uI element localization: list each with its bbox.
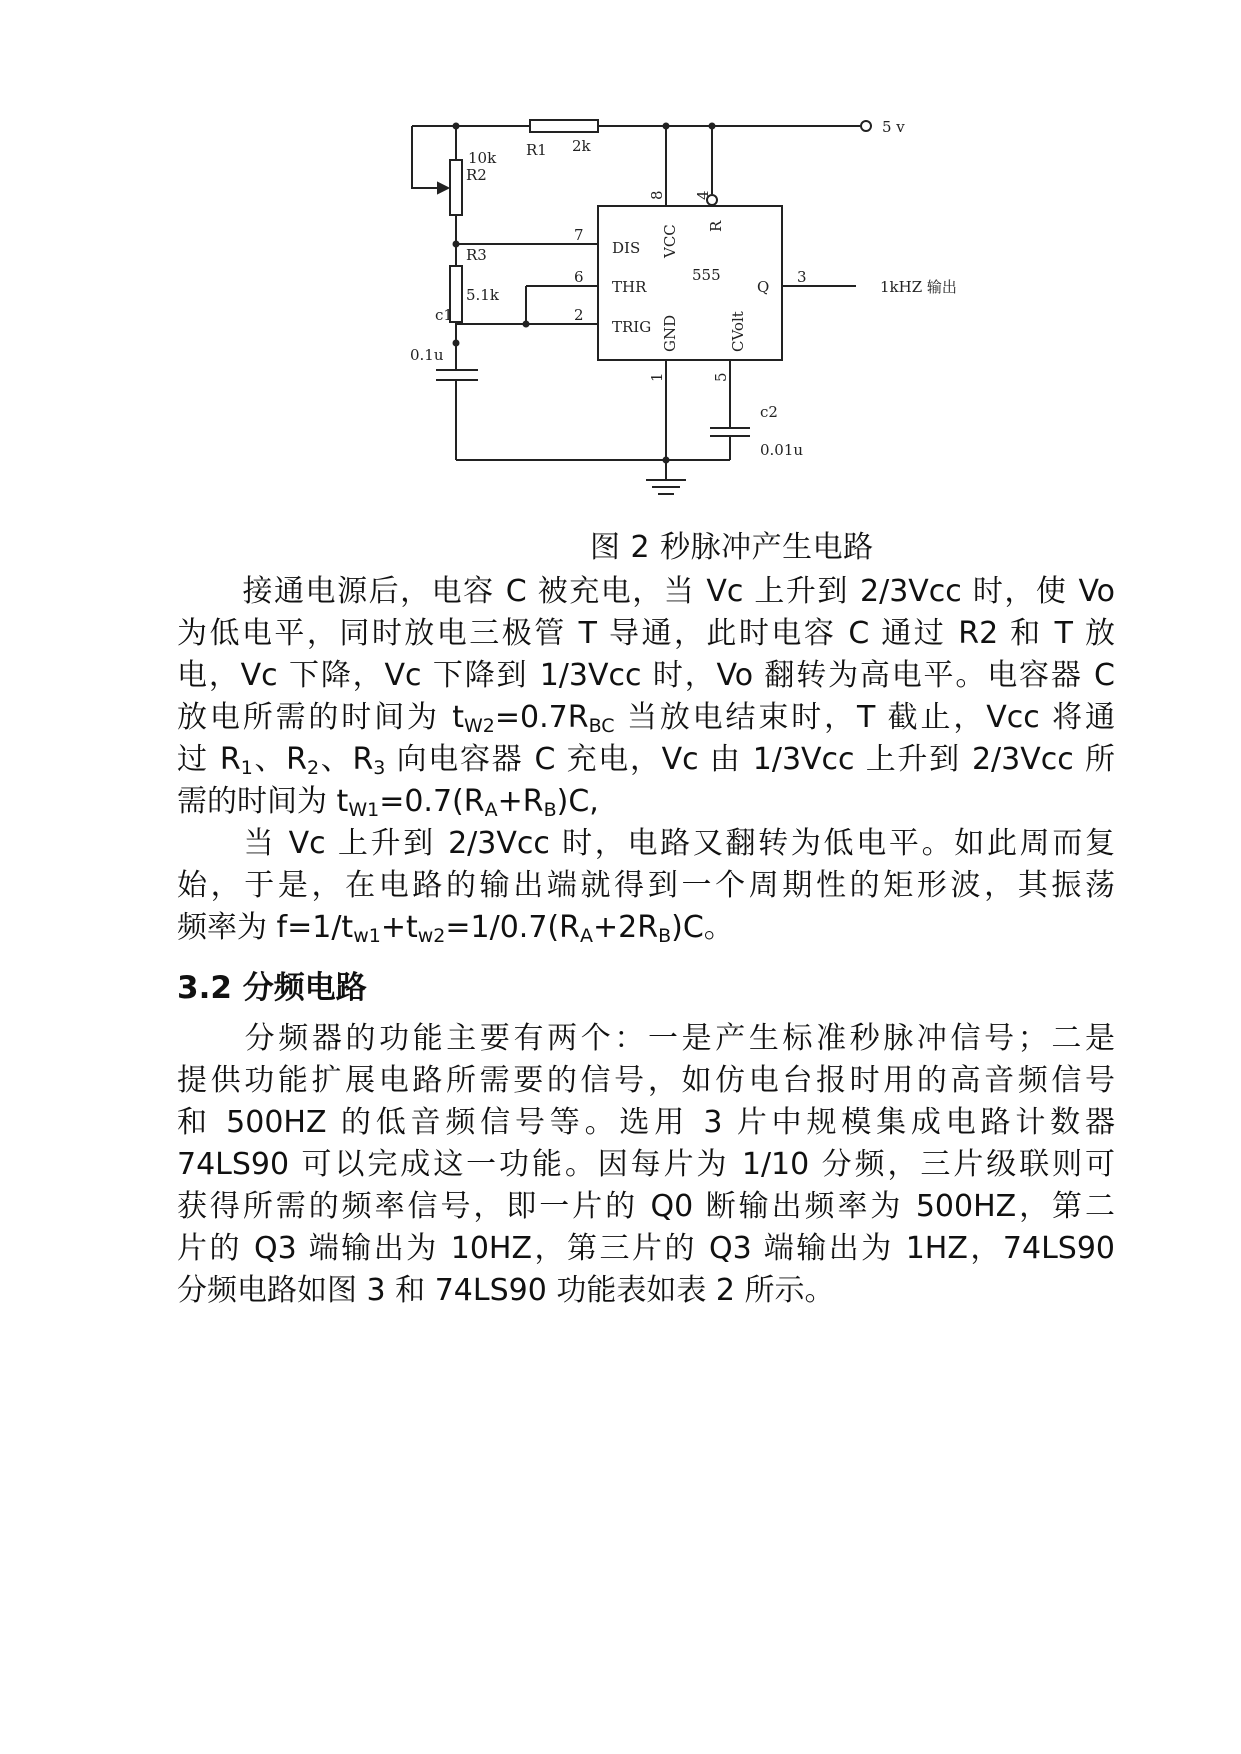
text-line: 分频器的功能主要有两个：一是产生标准秒脉冲信号；二是	[241, 1021, 1115, 1056]
pin-number-5: 5	[712, 372, 730, 382]
text-line: 放电所需的时间为 $t_{W2}=0.7R_{BC}$ 当放电结束时，T 截止，Vcc 将通	[177, 700, 1115, 737]
label-pin-q: Q	[757, 278, 770, 296]
text-line: 电，Vc 下降，Vc 下降到 1/3Vcc 时，Vo 翻转为高电平。电容器 C	[177, 658, 1115, 693]
label-pin-thr: THR	[612, 278, 647, 296]
label-r3: R3	[466, 246, 487, 264]
label-r1: R1	[526, 141, 547, 159]
text-line: 始，于是，在电路的输出端就得到一个周期性的矩形波，其振荡	[177, 868, 1115, 903]
paragraph-oscillation	[177, 823, 1115, 949]
label-chip: 555	[692, 266, 721, 284]
label-c2-value: 0.01u	[760, 441, 804, 459]
circuit-diagram-555	[400, 105, 1000, 515]
pin-number-7: 7	[574, 226, 584, 244]
label-r3-value: 5.1k	[466, 286, 499, 304]
pin-number-2: 2	[574, 306, 584, 324]
text-line: 过 $R_1$、$R_2$、$R_3$ 向电容器 C 充电，Vc 由 1/3Vcc 上升到 2/3Vcc 所	[177, 742, 1115, 779]
paragraph-555-explanation	[177, 571, 1115, 823]
label-output: 1kHZ 输出	[880, 278, 957, 296]
text-line: 和 500HZ 的低音频信号等。选用 3 片中规模集成电路计数器	[177, 1105, 1115, 1140]
paragraph-divider	[177, 1018, 1115, 1312]
label-c2: c2	[760, 403, 778, 421]
label-r2-value: 10k	[468, 149, 497, 167]
text-line: 获得所需的频率信号，即一片的 Q0 断输出频率为 500HZ，第二	[177, 1189, 1115, 1224]
label-c1-value: 0.1u	[410, 346, 444, 364]
text-line: 接通电源后，电容 C 被充电，当 Vc 上升到 2/3Vcc 时，使 Vo	[241, 574, 1115, 609]
resistor-r2	[450, 160, 462, 215]
pin-number-6: 6	[574, 268, 584, 286]
label-r1-value: 2k	[572, 137, 591, 155]
text-line: 需的时间为 $t_{W1}=0.7(R_A+R_B)C$,	[177, 784, 599, 821]
text-line: 提供功能扩展电路所需要的信号，如仿电台报时用的高音频信号	[177, 1063, 1115, 1098]
section-heading: 3.2 分频电路	[177, 970, 367, 1006]
figure-caption: 图 2 秒脉冲产生电路	[590, 530, 874, 565]
label-pin-vcc: VCC	[661, 224, 679, 258]
resistor-r1	[530, 120, 598, 132]
text-line: 74LS90 可以完成这一功能。因每片为 1/10 分频，三片级联则可	[177, 1147, 1115, 1182]
label-pin-cvolt: CVolt	[729, 311, 747, 352]
pin-number-8: 8	[648, 190, 666, 200]
label-pin-r: R	[707, 220, 725, 232]
text-line: 分频电路如图 3 和 74LS90 功能表如表 2 所示。	[177, 1273, 835, 1308]
label-r2: R2	[466, 166, 487, 184]
text-line: 频率为 $f=1/t_{w1}+t_{w2}=1/0.7(R_A+2R_B)C$。	[177, 910, 734, 947]
text-line: 为低电平，同时放电三极管 T 导通，此时电容 C 通过 R2 和 T 放	[177, 616, 1115, 651]
pin-number-4: 4	[694, 190, 712, 200]
label-c1: c1	[435, 306, 453, 324]
pin-number-3: 3	[797, 268, 807, 286]
supply-terminal	[861, 121, 871, 131]
text-line: 片的 Q3 端输出为 10HZ，第三片的 Q3 端输出为 1HZ，74LS90	[177, 1231, 1115, 1266]
text-line: 当 Vc 上升到 2/3Vcc 时，电路又翻转为低电平。如此周而复	[241, 826, 1115, 861]
label-pin-gnd: GND	[661, 314, 679, 352]
label-supply: 5 v	[882, 118, 905, 136]
label-pin-trig: TRIG	[612, 318, 652, 336]
pin-number-1: 1	[648, 372, 666, 382]
label-pin-dis: DIS	[612, 239, 641, 257]
